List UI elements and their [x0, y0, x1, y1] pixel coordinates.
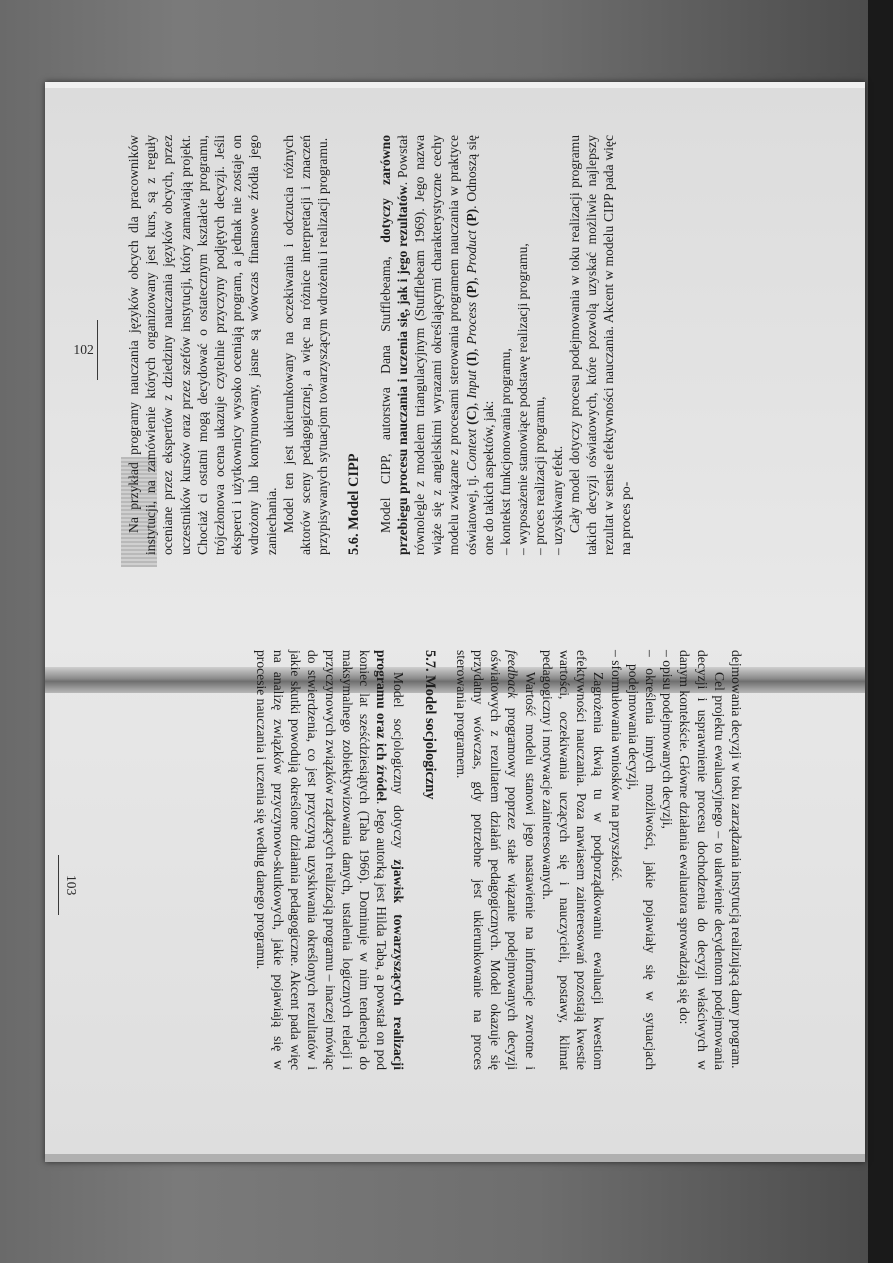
list-item: – uzyskiwany efekt.	[549, 445, 565, 555]
list-item: – określenia innych możliwości, jakie pojawiały się w sytuacjach podejmowania decyzji,	[625, 650, 658, 1070]
scanner-edge	[868, 0, 893, 1263]
paragraph: Model CIPP, autorstwa Dana Stufflebeama, dotyczy zarówno przebiegu procesu nauczania i uczenia się, jak i jego rezultatów. Powstał równolegle z modelem triangulacyjnym (Stufflebeam 1969). Jego nazwa wiąże się z angielskimi wyrazami określającymi charakterystyczne cechy modelu związane z procesami sterowania programem nauczania w praktyce oświatowej, tj. Context (C), Input (I), Process (P), Product (P). Odnoszą się one do takich aspektów, jak:	[377, 135, 496, 555]
paragraph: Zagrożenia tkwią tu w podporządkowaniu ewaluacji kwestiom efektywności nauczania. Poza nawiasem zainteresowań pozostają kwestie wartości, oczekiwania uczących się i nauczycieli, postawy, klimat pedagogiczny i motywacje zainteresowanych.	[539, 650, 607, 1070]
list-item: – wyposażenie stanowiące podstawę realizacji programu,	[515, 243, 531, 555]
page-text-block	[253, 650, 745, 1070]
page-102	[73, 105, 785, 585]
list-item: – kontekst funkcjonowania programu,	[498, 348, 514, 555]
list-item: – sformułowania wniosków na przyszłość.	[608, 650, 624, 882]
page-number: 103	[64, 875, 79, 896]
page-number-rule	[97, 320, 98, 380]
page-number-rule	[58, 855, 59, 915]
paragraph: dejmowania decyzji w toku zarządzania instytucją realizującą dany program.	[729, 650, 744, 1069]
paragraph: Model ten jest ukierunkowany na oczekiwania i odczucia różnych aktorów sceny pedagogicznej, a więc na różnice interpretacji i znaczeń przypisywanych sytuacjom towarzyszącym wdrożeniu i realizacji programu.	[280, 135, 331, 555]
paragraph: Cały model dotyczy procesu podejmowania w toku realizacji programu takich decyzji oświatowych, które pozwolą uzyskać możliwie najlepszy rezultat w sensie efektywności nauczania. Akcent w modelu CIPP pada więc na proces po-	[566, 135, 634, 555]
paragraph: Cel projektu ewaluacyjnego – to ułatwienie decydentom podejmowania decyzji i usprawnienie procesu dochodzenia do decyzji właściwych w danym kontekście. Główne działania ewaluatora sprowadzają się do:	[677, 650, 727, 1070]
list-item: – proces realizacji programu,	[532, 396, 548, 555]
paragraph: Na przykład programy nauczania języków obcych dla pracowników instytucji, na zamówienie których organizowany jest kurs, są z reguły oceniane przez ekspertów z dziedziny nauczania języków obcych, przez uczestników kursów oraz przez szefów instytucji, który zamawiają projekt. Chociaż ci ostatni mogą decydować o ostatecznym kształcie programu, trójczłonowa ocena ukazuje czytelnie przyczyny podjętych decyzji. Jeśli eksperci i użytkownicy wysoko oceniają program, a jednak nie zostaje on wdrożony lub kontynuowany, jasne są wówczas finansowe źródła jego zaniechania.	[126, 135, 279, 555]
page-number: 102	[73, 342, 94, 358]
page-edge	[45, 1154, 865, 1162]
section-heading: 5.6. Model CIPP	[346, 453, 363, 555]
paragraph: Wartość modelu stanowi jego nastawienie na informacje zwrotne i feedback programowy poprzez stałe wiązanie podejmowanych decyzji oświatowych z rezultatem działań pedagogicznych. Model okazuje się przydatny wówczas, gdy potrzebne jest ukierunkowanie na proces sterowania programem.	[453, 650, 538, 1070]
page-text-block	[125, 135, 635, 555]
page-edge	[45, 82, 865, 88]
list-item: – opisu podejmowanych decyzji,	[660, 650, 676, 829]
section-heading: 5.7. Model socjologiczny	[421, 650, 438, 800]
paragraph: Model socjologiczny dotyczy zjawisk towarzyszących realizacji programu oraz ich źródeł. Jego autorką jest Hilda Taba, a powstał on pod koniec lat sześćdziesiątych (Taba 1966). Dominuje w nim tendencja do maksymalnego zobiektywizowania danych, ustalenia logicznych relacji i przyczynowych związków rządzących realizacją programu – inaczej mówiąc do stwierdzenia, co jest przyczyną uzyskiwania określonych rezultatów i jakie skutki powodują określone działania pedagogiczne. Akcent pada więc na analizę związków przyczynowo-skutkowych, jakie pojawiają się w procesie nauczania i uczenia się według danego programu.	[253, 650, 407, 1070]
page-103	[64, 620, 765, 1100]
